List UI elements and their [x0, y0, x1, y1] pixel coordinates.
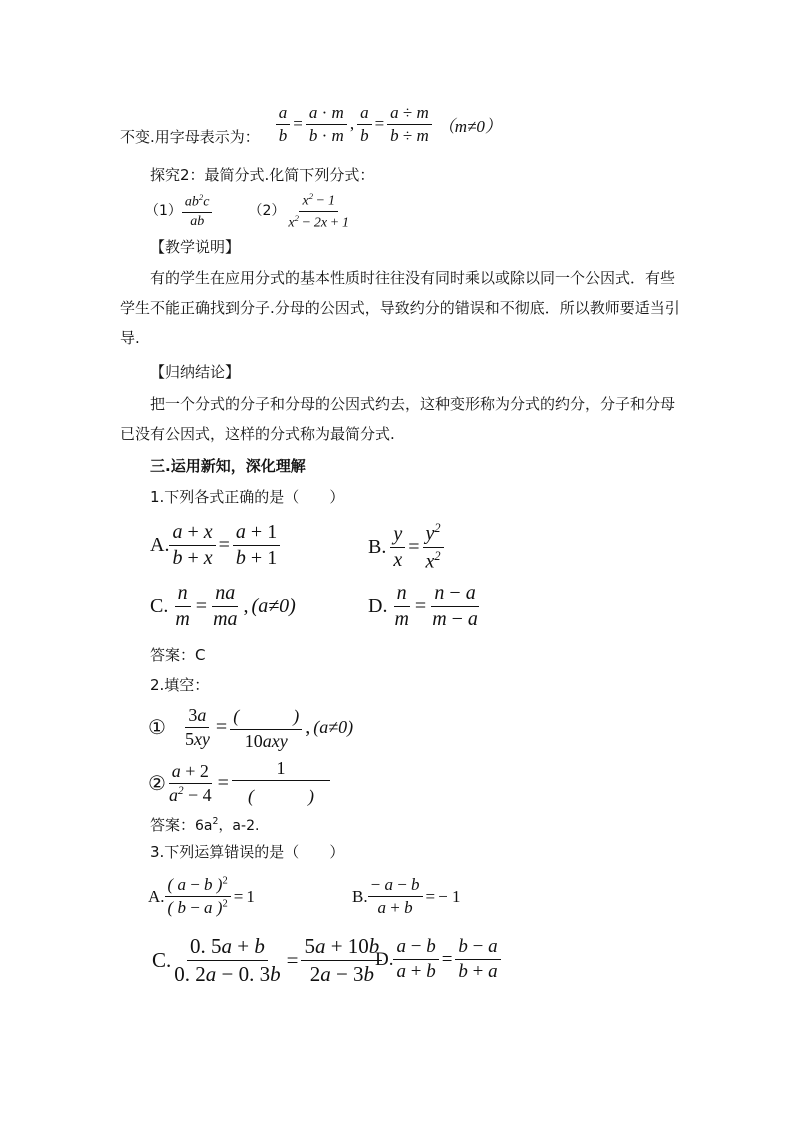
q1-option-a-label: A. — [150, 534, 170, 556]
q1-stem: 1.下列各式正确的是（ ） — [150, 488, 345, 506]
q3-option-a: A. $\frac{( a - b )^2}{( b - a )^2}$ = 1 — [148, 875, 255, 917]
q2-item1-blank: ( ) — [230, 702, 302, 730]
q3-option-b: B. $\frac{- a - b}{a + b}$ = − 1 — [352, 875, 461, 917]
q2-item1-condition: (a≠0) — [313, 716, 354, 737]
q2-answer-value: 6a — [195, 818, 213, 834]
q1-option-d: D. $\frac{n}{m}$ = $\frac{n - a}{m - a}$ — [368, 582, 478, 630]
conclusion-body: 把一个分式的分子和分母的公因式约去，这种变形称为分式的约分，分子和分母已没有公因式，这样的分式称为最简分式. — [120, 395, 676, 443]
q3-option-a-label: A. — [148, 886, 165, 906]
explore2-item2-fraction: $\frac{x^2 - 1}{x^2 - 2x + 1}$ — [288, 190, 349, 231]
q2-answer-rest: ，a-2. — [218, 818, 260, 834]
q2-answer-prefix: 答案： — [150, 816, 196, 834]
section3-heading: 三.运用新知，深化理解 — [150, 457, 306, 475]
q1-answer: 答案：C — [150, 646, 206, 664]
q3-option-c: C. $\frac{0. 5a + b}{0. 2a - 0. 3b}$ = $\frac{5a + 10b}{2a - 3b}$ — [152, 934, 382, 987]
q2-item1: ① $\frac{3a}{5xy}$ = $\frac{( )}{\text{10axy}}$ , (a≠0) — [148, 702, 353, 752]
q2-item2-label: ② — [148, 772, 166, 795]
explore2-item2-label: （2） — [248, 203, 286, 219]
q3-option-b-label: B. — [352, 886, 368, 906]
property-condition: （m≠0） — [437, 116, 502, 136]
conclusion-heading: 【归纳结论】 — [150, 363, 241, 381]
property-formula: $\frac{a}{b}$ = $\frac{a \cdot m}{b \cdot m}$ , $\frac{a}{b}$ = $\frac{a \div m}{b \div m}$ — [276, 103, 432, 146]
explore2-title: 探究2：最简分式.化简下列分式： — [150, 166, 375, 184]
q3-option-d-label: D. — [375, 948, 394, 970]
q3-option-d: D. $\frac{a - b}{a + b}$ = $\frac{b - a}{b + a}$ — [375, 936, 501, 983]
explore2-items — [145, 190, 352, 232]
q1-option-c-condition: (a≠0) — [251, 595, 296, 617]
explore2-item1-fraction: $\frac{ab^2c}{ab}$ — [182, 192, 213, 230]
q1-option-d-label: D. — [368, 595, 388, 617]
q3-stem: 3.下列运算错误的是（ ） — [150, 843, 345, 861]
q1-option-a: A. $\frac{a + x}{b + x}$ = $\frac{a + 1}{b + 1}$ — [150, 521, 280, 570]
explore2-item1-label: （1） — [145, 203, 182, 219]
teaching-note-body: 有的学生在应用分式的基本性质时往往没有同时乘以或除以同一个公因式．有些学生不能正确找到分子.分母的公因式，导致约分的错误和不彻底．所以教师要适当引导. — [120, 269, 680, 347]
intro-text: 不变.用字母表示为： — [120, 128, 260, 146]
q2-item1-label: ① — [148, 716, 166, 739]
q1-option-c: C. $\frac{n}{m}$ = $\frac{na}{ma}$ , (a≠0) — [150, 582, 296, 630]
q3-option-c-label: C. — [152, 948, 172, 972]
q1-option-b: B. $\frac{y}{x}$ = $\frac{y^2}{x^2}$ — [368, 521, 444, 573]
q2-answer — [150, 813, 259, 835]
q1-option-c-label: C. — [150, 595, 169, 617]
q2-answer-sup: 2 — [212, 816, 219, 827]
q2-item2: ② $\frac{a + 2}{a^2 - 4}$ = $\frac{1}{( )}$ — [148, 758, 330, 808]
teaching-note-heading: 【教学说明】 — [150, 238, 241, 256]
q1-option-b-label: B. — [368, 535, 387, 558]
q2-item2-blank: ( ) — [247, 786, 314, 806]
q2-stem: 2.填空： — [150, 676, 210, 694]
property-formula-line — [120, 104, 502, 144]
